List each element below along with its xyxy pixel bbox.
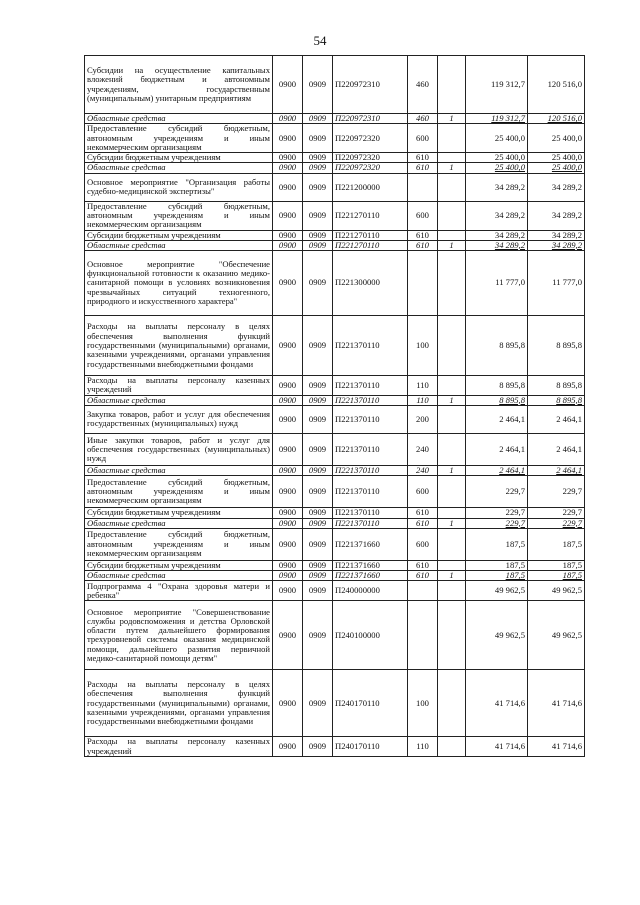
table-row bbox=[85, 528, 585, 560]
row-name: Областные средства bbox=[85, 465, 273, 475]
row-name: Предоставление субсидий бюджетным, автономным учреждениям и иным некоммерческим организациям bbox=[85, 476, 273, 508]
row-sum-year2: 229,7 bbox=[528, 508, 585, 518]
row-section-code: 0900 bbox=[273, 560, 303, 570]
row-mark: 1 bbox=[438, 395, 466, 405]
row-name: Субсидии бюджетным учреждениям bbox=[85, 230, 273, 240]
row-target-code: П221370110 bbox=[333, 518, 408, 528]
row-subsection-code: 0909 bbox=[303, 518, 333, 528]
row-expense-type: 610 bbox=[408, 163, 438, 173]
row-target-code: П221371660 bbox=[333, 560, 408, 570]
row-target-code: П240000000 bbox=[333, 581, 408, 601]
row-target-code: П221370110 bbox=[333, 508, 408, 518]
row-mark: 1 bbox=[438, 114, 466, 124]
row-sum-year2: 49 962,5 bbox=[528, 581, 585, 601]
row-sum-year1: 25 400,0 bbox=[466, 124, 528, 153]
row-section-code: 0900 bbox=[273, 476, 303, 508]
row-section-code: 0900 bbox=[273, 173, 303, 201]
row-expense-type: 200 bbox=[408, 405, 438, 433]
budget-table bbox=[84, 55, 585, 757]
row-subsection-code: 0909 bbox=[303, 433, 333, 465]
row-mark: 1 bbox=[438, 571, 466, 581]
row-target-code: П221370110 bbox=[333, 476, 408, 508]
row-target-code: П221300000 bbox=[333, 251, 408, 316]
row-mark bbox=[438, 528, 466, 560]
row-section-code: 0900 bbox=[273, 251, 303, 316]
row-expense-type: 610 bbox=[408, 518, 438, 528]
row-subsection-code: 0909 bbox=[303, 581, 333, 601]
row-mark bbox=[438, 670, 466, 737]
table-row bbox=[85, 316, 585, 376]
row-section-code: 0900 bbox=[273, 433, 303, 465]
row-section-code: 0900 bbox=[273, 56, 303, 114]
row-name: Основное мероприятие "Обеспечение функциональной готовности к оказанию медико-санитарной помощи в условиях возникновения чрезвычайных ситуаций техногенного, природного и искусственного характера" bbox=[85, 251, 273, 316]
row-expense-type bbox=[408, 173, 438, 201]
row-name: Закупка товаров, работ и услуг для обеспечения государственных (муниципальных) нужд bbox=[85, 405, 273, 433]
row-sum-year1: 2 464,1 bbox=[466, 405, 528, 433]
row-mark bbox=[438, 508, 466, 518]
table-row bbox=[85, 230, 585, 240]
row-section-code: 0900 bbox=[273, 571, 303, 581]
row-name: Расходы на выплаты персоналу казенных учреждений bbox=[85, 737, 273, 757]
row-name: Основное мероприятие "Совершенствование службы родовспоможения и детства Орловской области путем дальнейшего формирования трехуровневой системы оказания медицинской помощи, дальнейшего развития первичной медико-санитарной помощи детям" bbox=[85, 601, 273, 670]
row-name: Подпрограмма 4 "Охрана здоровья матери и ребенка" bbox=[85, 581, 273, 601]
row-section-code: 0900 bbox=[273, 316, 303, 376]
row-mark bbox=[438, 153, 466, 163]
row-expense-type: 610 bbox=[408, 153, 438, 163]
row-section-code: 0900 bbox=[273, 153, 303, 163]
table-row bbox=[85, 395, 585, 405]
row-target-code: П221270110 bbox=[333, 230, 408, 240]
row-subsection-code: 0909 bbox=[303, 163, 333, 173]
row-target-code: П220972320 bbox=[333, 124, 408, 153]
table-row bbox=[85, 476, 585, 508]
table-row bbox=[85, 581, 585, 601]
row-sum-year2: 41 714,6 bbox=[528, 670, 585, 737]
row-sum-year2: 34 289,2 bbox=[528, 173, 585, 201]
row-subsection-code: 0909 bbox=[303, 56, 333, 114]
row-expense-type: 600 bbox=[408, 528, 438, 560]
row-section-code: 0900 bbox=[273, 240, 303, 250]
row-sum-year1: 229,7 bbox=[466, 518, 528, 528]
row-target-code: П220972320 bbox=[333, 163, 408, 173]
table-row bbox=[85, 251, 585, 316]
row-mark bbox=[438, 251, 466, 316]
row-sum-year2: 120 516,0 bbox=[528, 114, 585, 124]
row-name: Предоставление субсидий бюджетным, автономным учреждениям и иным некоммерческим организациям bbox=[85, 528, 273, 560]
row-expense-type: 110 bbox=[408, 395, 438, 405]
row-subsection-code: 0909 bbox=[303, 508, 333, 518]
row-mark: 1 bbox=[438, 163, 466, 173]
row-sum-year2: 25 400,0 bbox=[528, 124, 585, 153]
row-mark bbox=[438, 173, 466, 201]
row-expense-type: 600 bbox=[408, 124, 438, 153]
row-sum-year1: 8 895,8 bbox=[466, 395, 528, 405]
row-name: Расходы на выплаты персоналу казенных учреждений bbox=[85, 376, 273, 396]
table-row bbox=[85, 405, 585, 433]
row-expense-type: 610 bbox=[408, 560, 438, 570]
row-sum-year1: 34 289,2 bbox=[466, 201, 528, 230]
row-sum-year1: 187,5 bbox=[466, 528, 528, 560]
row-sum-year2: 41 714,6 bbox=[528, 737, 585, 757]
row-name: Основное мероприятие "Организация работы судебно-медицинской экспертизы" bbox=[85, 173, 273, 201]
row-subsection-code: 0909 bbox=[303, 476, 333, 508]
row-expense-type: 240 bbox=[408, 433, 438, 465]
row-subsection-code: 0909 bbox=[303, 173, 333, 201]
row-name: Областные средства bbox=[85, 240, 273, 250]
row-subsection-code: 0909 bbox=[303, 737, 333, 757]
row-name: Расходы на выплаты персоналу в целях обеспечения выполнения функций государственными (муниципальными) органами, казенными учреждениями, органами управления государственными внебюджетными фондами bbox=[85, 670, 273, 737]
row-name: Субсидии на осуществление капитальных вложений бюджетным и автономным учреждениям, государственным (муниципальным) унитарным предприятиям bbox=[85, 56, 273, 114]
row-expense-type bbox=[408, 581, 438, 601]
row-section-code: 0900 bbox=[273, 376, 303, 396]
row-mark bbox=[438, 376, 466, 396]
row-expense-type: 610 bbox=[408, 508, 438, 518]
row-name: Областные средства bbox=[85, 163, 273, 173]
row-name: Предоставление субсидий бюджетным, автономным учреждениям и иным некоммерческим организациям bbox=[85, 124, 273, 153]
row-mark bbox=[438, 433, 466, 465]
row-sum-year2: 8 895,8 bbox=[528, 316, 585, 376]
row-sum-year1: 34 289,2 bbox=[466, 240, 528, 250]
row-name: Субсидии бюджетным учреждениям bbox=[85, 508, 273, 518]
row-sum-year2: 229,7 bbox=[528, 518, 585, 528]
row-sum-year2: 187,5 bbox=[528, 560, 585, 570]
row-sum-year2: 34 289,2 bbox=[528, 240, 585, 250]
row-mark bbox=[438, 476, 466, 508]
row-target-code: П240170110 bbox=[333, 737, 408, 757]
row-sum-year2: 11 777,0 bbox=[528, 251, 585, 316]
row-expense-type bbox=[408, 601, 438, 670]
row-subsection-code: 0909 bbox=[303, 601, 333, 670]
row-target-code: П240100000 bbox=[333, 601, 408, 670]
row-target-code: П221370110 bbox=[333, 433, 408, 465]
row-expense-type: 110 bbox=[408, 737, 438, 757]
row-target-code: П221270110 bbox=[333, 240, 408, 250]
row-sum-year2: 187,5 bbox=[528, 571, 585, 581]
row-target-code: П221371660 bbox=[333, 571, 408, 581]
row-sum-year1: 25 400,0 bbox=[466, 153, 528, 163]
row-section-code: 0900 bbox=[273, 508, 303, 518]
table-row bbox=[85, 433, 585, 465]
row-name: Областные средства bbox=[85, 571, 273, 581]
row-sum-year1: 119 312,7 bbox=[466, 114, 528, 124]
row-target-code: П221371660 bbox=[333, 528, 408, 560]
table-row bbox=[85, 173, 585, 201]
row-expense-type: 460 bbox=[408, 56, 438, 114]
row-mark bbox=[438, 581, 466, 601]
table-row bbox=[85, 518, 585, 528]
row-expense-type: 610 bbox=[408, 571, 438, 581]
row-section-code: 0900 bbox=[273, 670, 303, 737]
row-expense-type: 460 bbox=[408, 114, 438, 124]
row-sum-year1: 25 400,0 bbox=[466, 163, 528, 173]
row-subsection-code: 0909 bbox=[303, 405, 333, 433]
row-sum-year1: 34 289,2 bbox=[466, 230, 528, 240]
row-subsection-code: 0909 bbox=[303, 153, 333, 163]
row-section-code: 0900 bbox=[273, 124, 303, 153]
page-number: 54 bbox=[313, 33, 327, 48]
row-name: Областные средства bbox=[85, 395, 273, 405]
table-row bbox=[85, 376, 585, 396]
row-target-code: П221370110 bbox=[333, 376, 408, 396]
row-subsection-code: 0909 bbox=[303, 560, 333, 570]
row-subsection-code: 0909 bbox=[303, 528, 333, 560]
row-section-code: 0900 bbox=[273, 581, 303, 601]
row-subsection-code: 0909 bbox=[303, 240, 333, 250]
row-mark bbox=[438, 316, 466, 376]
row-sum-year1: 229,7 bbox=[466, 476, 528, 508]
row-section-code: 0900 bbox=[273, 737, 303, 757]
row-expense-type: 610 bbox=[408, 240, 438, 250]
row-expense-type: 610 bbox=[408, 230, 438, 240]
table-row bbox=[85, 560, 585, 570]
row-sum-year1: 11 777,0 bbox=[466, 251, 528, 316]
row-target-code: П220972310 bbox=[333, 114, 408, 124]
table-body bbox=[85, 56, 585, 757]
row-sum-year1: 187,5 bbox=[466, 571, 528, 581]
table-row bbox=[85, 56, 585, 114]
row-sum-year2: 8 895,8 bbox=[528, 395, 585, 405]
table-row bbox=[85, 508, 585, 518]
row-target-code: П220972320 bbox=[333, 153, 408, 163]
table-row bbox=[85, 153, 585, 163]
row-section-code: 0900 bbox=[273, 465, 303, 475]
row-subsection-code: 0909 bbox=[303, 201, 333, 230]
table-row bbox=[85, 163, 585, 173]
row-target-code: П221270110 bbox=[333, 201, 408, 230]
row-target-code: П221370110 bbox=[333, 395, 408, 405]
row-name: Расходы на выплаты персоналу в целях обеспечения выполнения функций государственными (муниципальными) органами, казенными учреждениями, органами управления государственными внебюджетными фондами bbox=[85, 316, 273, 376]
row-sum-year1: 2 464,1 bbox=[466, 465, 528, 475]
row-section-code: 0900 bbox=[273, 518, 303, 528]
row-sum-year1: 34 289,2 bbox=[466, 173, 528, 201]
row-subsection-code: 0909 bbox=[303, 316, 333, 376]
row-sum-year1: 49 962,5 bbox=[466, 601, 528, 670]
row-sum-year1: 2 464,1 bbox=[466, 433, 528, 465]
row-section-code: 0900 bbox=[273, 601, 303, 670]
row-sum-year1: 187,5 bbox=[466, 560, 528, 570]
row-mark: 1 bbox=[438, 465, 466, 475]
row-target-code: П240170110 bbox=[333, 670, 408, 737]
row-expense-type: 100 bbox=[408, 670, 438, 737]
row-target-code: П221370110 bbox=[333, 405, 408, 433]
row-target-code: П221370110 bbox=[333, 316, 408, 376]
row-name: Областные средства bbox=[85, 114, 273, 124]
row-name: Субсидии бюджетным учреждениям bbox=[85, 560, 273, 570]
row-subsection-code: 0909 bbox=[303, 376, 333, 396]
table-row bbox=[85, 465, 585, 475]
row-expense-type: 240 bbox=[408, 465, 438, 475]
row-sum-year2: 49 962,5 bbox=[528, 601, 585, 670]
row-sum-year1: 41 714,6 bbox=[466, 737, 528, 757]
row-sum-year2: 120 516,0 bbox=[528, 56, 585, 114]
table-row bbox=[85, 571, 585, 581]
row-subsection-code: 0909 bbox=[303, 251, 333, 316]
table-row bbox=[85, 240, 585, 250]
row-section-code: 0900 bbox=[273, 163, 303, 173]
row-expense-type: 600 bbox=[408, 476, 438, 508]
table-row bbox=[85, 114, 585, 124]
row-mark bbox=[438, 405, 466, 433]
row-mark bbox=[438, 601, 466, 670]
row-sum-year2: 2 464,1 bbox=[528, 465, 585, 475]
row-subsection-code: 0909 bbox=[303, 230, 333, 240]
table-row bbox=[85, 737, 585, 757]
row-target-code: П221370110 bbox=[333, 465, 408, 475]
row-mark bbox=[438, 230, 466, 240]
row-section-code: 0900 bbox=[273, 201, 303, 230]
row-subsection-code: 0909 bbox=[303, 395, 333, 405]
row-sum-year2: 34 289,2 bbox=[528, 230, 585, 240]
row-expense-type: 600 bbox=[408, 201, 438, 230]
row-subsection-code: 0909 bbox=[303, 465, 333, 475]
row-sum-year1: 119 312,7 bbox=[466, 56, 528, 114]
table-row bbox=[85, 201, 585, 230]
row-sum-year2: 187,5 bbox=[528, 528, 585, 560]
row-expense-type: 110 bbox=[408, 376, 438, 396]
row-section-code: 0900 bbox=[273, 230, 303, 240]
row-name: Предоставление субсидий бюджетным, автономным учреждениям и иным некоммерческим организациям bbox=[85, 201, 273, 230]
table-row bbox=[85, 670, 585, 737]
row-sum-year2: 2 464,1 bbox=[528, 433, 585, 465]
row-sum-year1: 41 714,6 bbox=[466, 670, 528, 737]
row-sum-year2: 2 464,1 bbox=[528, 405, 585, 433]
row-expense-type: 100 bbox=[408, 316, 438, 376]
row-expense-type bbox=[408, 251, 438, 316]
row-sum-year2: 229,7 bbox=[528, 476, 585, 508]
row-target-code: П221200000 bbox=[333, 173, 408, 201]
row-name: Областные средства bbox=[85, 518, 273, 528]
row-sum-year2: 25 400,0 bbox=[528, 163, 585, 173]
row-subsection-code: 0909 bbox=[303, 571, 333, 581]
row-sum-year1: 229,7 bbox=[466, 508, 528, 518]
table-row bbox=[85, 601, 585, 670]
row-section-code: 0900 bbox=[273, 405, 303, 433]
row-mark bbox=[438, 201, 466, 230]
row-mark bbox=[438, 56, 466, 114]
row-name: Иные закупки товаров, работ и услуг для обеспечения государственных (муниципальных) нужд bbox=[85, 433, 273, 465]
row-section-code: 0900 bbox=[273, 395, 303, 405]
row-name: Субсидии бюджетным учреждениям bbox=[85, 153, 273, 163]
row-section-code: 0900 bbox=[273, 528, 303, 560]
row-sum-year1: 8 895,8 bbox=[466, 376, 528, 396]
row-sum-year1: 8 895,8 bbox=[466, 316, 528, 376]
row-sum-year1: 49 962,5 bbox=[466, 581, 528, 601]
row-mark bbox=[438, 560, 466, 570]
row-mark bbox=[438, 737, 466, 757]
row-mark bbox=[438, 124, 466, 153]
row-mark: 1 bbox=[438, 240, 466, 250]
row-mark: 1 bbox=[438, 518, 466, 528]
row-subsection-code: 0909 bbox=[303, 124, 333, 153]
row-subsection-code: 0909 bbox=[303, 114, 333, 124]
row-sum-year2: 34 289,2 bbox=[528, 201, 585, 230]
row-sum-year2: 25 400,0 bbox=[528, 153, 585, 163]
row-sum-year2: 8 895,8 bbox=[528, 376, 585, 396]
row-subsection-code: 0909 bbox=[303, 670, 333, 737]
row-section-code: 0900 bbox=[273, 114, 303, 124]
row-target-code: П220972310 bbox=[333, 56, 408, 114]
table-row bbox=[85, 124, 585, 153]
